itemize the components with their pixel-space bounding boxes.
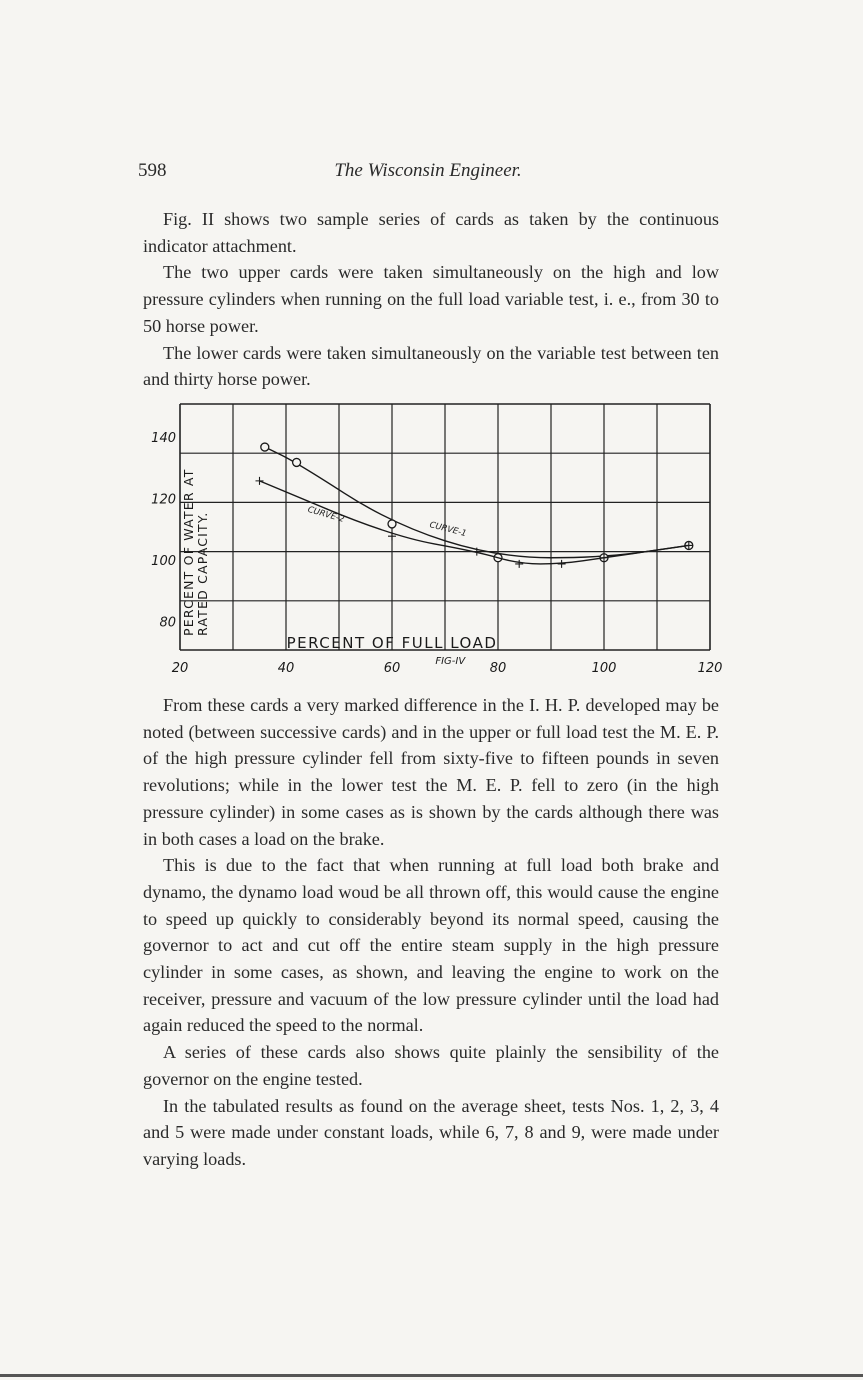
x-axis-label: PERCENT OF FULL LOAD bbox=[286, 634, 498, 652]
running-title: The Wisconsin Engineer. bbox=[334, 160, 522, 181]
page-header bbox=[138, 160, 718, 190]
paragraph: In the tabulated results as found on the average sheet, tests Nos. 1, 2, 3, 4 and 5 were made under constant loads, while 6, 7, 8 and 9, were made under varying loads. bbox=[143, 1095, 719, 1169]
x-tick-label: 80 bbox=[489, 661, 507, 676]
x-tick-label: 40 bbox=[277, 661, 295, 676]
series-label-curve-2: CURVE-2 bbox=[306, 504, 346, 525]
data-point-curve-1 bbox=[293, 458, 301, 466]
paragraph: From these cards a very marked difference in the I. H. P. developed may be noted (between successive cards) and in the upper or full load test the M. E. P. of the high pressure cylinder fell from sixty-five to fifteen pounds in seven revolutions; while in the lower test the M. E. P. fell to zero (in the high pressure cylinder) in some cases as is shown by the cards although there was in both cases a load on the brake. bbox=[143, 695, 719, 849]
page-number: 598 bbox=[138, 160, 167, 181]
data-point-curve-1 bbox=[261, 443, 269, 451]
paragraph: The lower cards were taken simultaneously on the variable test between ten and thirty horse power. bbox=[143, 342, 719, 390]
paragraph: The two upper cards were taken simultaneously on the high and low pressure cylinders when running on the full load variable test, i. e., from 30 to 50 horse power. bbox=[143, 262, 719, 336]
water-rate-chart bbox=[151, 398, 723, 678]
figure-iv bbox=[151, 398, 723, 678]
y-tick-label: 140 bbox=[151, 430, 176, 446]
data-point-curve-2 bbox=[558, 560, 566, 568]
body-text-top bbox=[143, 206, 719, 393]
y-axis-label: PERCENT OF WATER AT bbox=[181, 468, 196, 636]
y-tick-label: 80 bbox=[159, 615, 176, 631]
paragraph: A series of these cards also shows quite plainly the sensibility of the governor on the engine tested. bbox=[143, 1042, 719, 1089]
paragraph: Fig. II shows two sample series of cards as taken by the continuous indicator attachment. bbox=[143, 209, 719, 256]
body-text-bottom bbox=[143, 692, 719, 1173]
y-axis-label: RATED CAPACITY. bbox=[195, 511, 210, 636]
data-point-curve-2 bbox=[256, 477, 264, 485]
scan-edge bbox=[0, 1374, 863, 1377]
x-tick-label: 120 bbox=[697, 661, 723, 676]
x-tick-label: 60 bbox=[383, 661, 401, 676]
figure-caption: FIG-IV bbox=[435, 656, 466, 667]
paragraph: This is due to the fact that when running at full load both brake and dynamo, the dynamo load woud be all thrown off, this would cause the engine to speed up quickly to considerably beyond its normal speed, causing the governor to act and cut off the entire steam supply in the high pressure cylinder in some cases, as shown, and leaving the engine to work on the receiver, pressure and vacuum of the low pressure cylinder until the load had again reduced the speed to the normal. bbox=[143, 855, 719, 1036]
x-tick-label: 20 bbox=[171, 661, 189, 676]
y-tick-label: 120 bbox=[151, 492, 176, 508]
data-point-curve-1 bbox=[388, 520, 396, 528]
series-label-curve-1: CURVE-1 bbox=[428, 520, 468, 540]
data-point-curve-2 bbox=[515, 560, 523, 568]
y-tick-label: 100 bbox=[151, 553, 176, 569]
x-tick-label: 100 bbox=[591, 661, 617, 676]
